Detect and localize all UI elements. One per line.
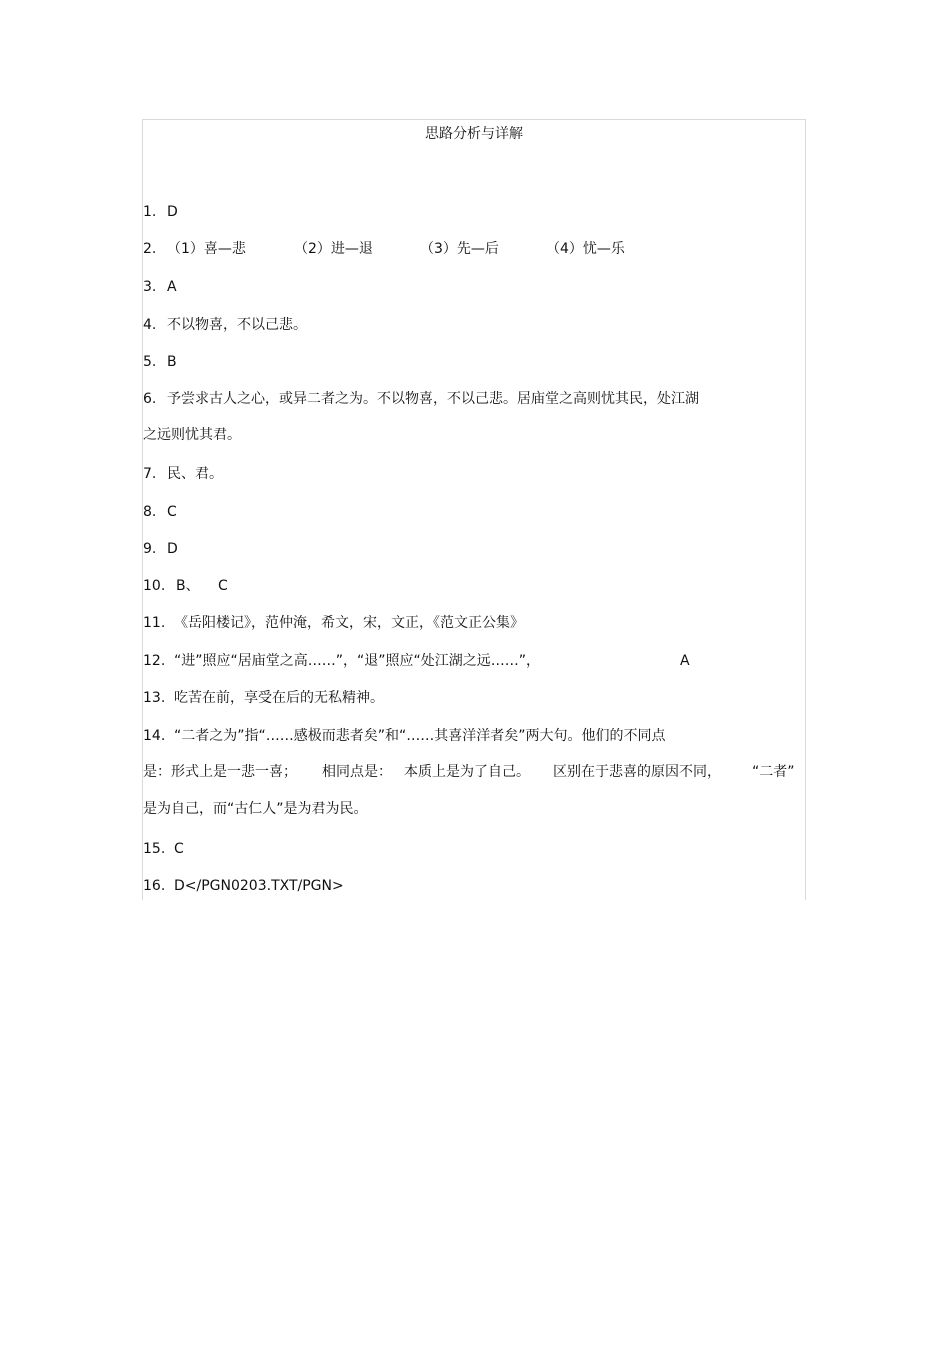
answer-text: “二者之为”指“……感极而悲者矣”和“……其喜洋洋者矣”两大句。他们的不同点 (174, 728, 666, 744)
answer-number: 12. (143, 653, 166, 669)
answer-number: 14. (143, 728, 166, 744)
answer-8 (143, 503, 177, 521)
answer-number: 10. (143, 578, 166, 594)
answer-14-cont-part-4: 区别在于悲喜的原因不同， (553, 764, 721, 780)
answer-number: 2. (143, 241, 157, 257)
answer-text: D (167, 541, 178, 557)
answer-10-part-2: C (218, 578, 228, 594)
answer-text: C (167, 504, 177, 520)
answer-number: 5. (143, 354, 157, 370)
answer-text: D</PGN0203.TXT/PGN> (174, 878, 344, 894)
answer-10-part-1: B、 (176, 578, 200, 594)
answer-14-continuation-2: 是为自己，而“古仁人”是为君为民。 (143, 801, 368, 817)
answer-text: 不以物喜，不以己悲。 (167, 317, 307, 333)
answer-text: 《岳阳楼记》，范仲淹，希文，宋，文正，《范文正公集》 (174, 615, 524, 631)
answer-4 (143, 316, 307, 334)
answer-text: B (167, 354, 177, 370)
answer-frame (142, 119, 806, 900)
answer-text: 吃苦在前，享受在后的无私精神。 (174, 690, 384, 706)
answer-6-continuation: 之远则忧其君。 (143, 427, 241, 443)
answer-number: 4. (143, 317, 157, 333)
answer-2-part-4: （4）忧—乐 (546, 241, 625, 257)
answer-text: 民、君。 (167, 466, 223, 482)
answer-12 (143, 652, 540, 670)
answer-text: D (167, 204, 178, 220)
answer-number: 3. (143, 279, 157, 295)
answer-text: “进”照应“居庙堂之高……”，“退”照应“处江湖之远……”， (174, 653, 541, 669)
answer-text: A (167, 279, 177, 295)
answer-number: 8. (143, 504, 157, 520)
answer-10 (143, 577, 174, 595)
answer-text: 予尝求古人之心，或异二者之为。不以物喜，不以己悲。居庙堂之高则忧其民，处江湖 (167, 391, 699, 407)
answer-number: 11. (143, 615, 166, 631)
answer-14-cont-part-5: “二者” (752, 764, 795, 780)
answer-15 (143, 840, 184, 858)
answer-2-part-1: （1）喜—悲 (167, 241, 246, 257)
answer-14 (143, 727, 666, 745)
answer-11 (143, 614, 524, 632)
answer-14-cont-part-2: 相同点是： (322, 764, 392, 780)
answer-1 (143, 203, 178, 221)
answer-number: 15. (143, 841, 166, 857)
answer-2-part-2: （2）进—退 (294, 241, 373, 257)
answer-2-part-3: （3）先—后 (420, 241, 499, 257)
answer-9 (143, 540, 178, 558)
answer-number: 16. (143, 878, 166, 894)
answer-7 (143, 465, 223, 483)
answer-5 (143, 353, 177, 371)
answer-2 (143, 240, 167, 258)
answer-14-cont-part-1: 是：形式上是一悲一喜； (143, 764, 297, 780)
answer-number: 9. (143, 541, 157, 557)
answer-text: C (174, 841, 184, 857)
answer-12-extra: A (680, 653, 690, 669)
answer-number: 1. (143, 204, 157, 220)
answer-6 (143, 390, 699, 408)
answer-13 (143, 689, 384, 707)
answer-number: 13. (143, 690, 166, 706)
answer-3 (143, 278, 177, 296)
answer-16 (143, 877, 344, 895)
answer-number: 7. (143, 466, 157, 482)
answer-number: 6. (143, 391, 157, 407)
answer-14-cont-part-3: 本质上是为了自己。 (404, 764, 530, 780)
page-title: 思路分析与详解 (425, 126, 523, 142)
